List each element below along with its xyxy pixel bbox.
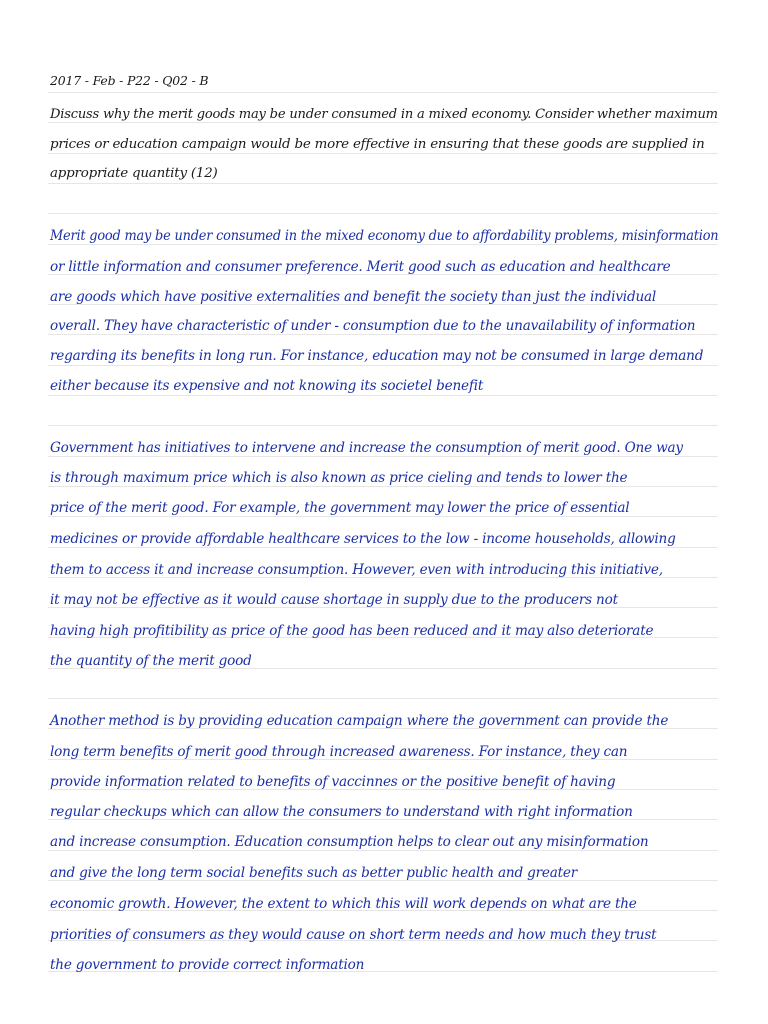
answer-line: either because its expensive and not knowing its societel benefit — [50, 378, 484, 394]
answer-line: is through maximum price which is also known as price cieling and tends to lower the — [50, 470, 628, 486]
answer-line: them to access it and increase consumption. However, even with introducing this initiative, — [50, 562, 663, 578]
answer-line: the government to provide correct information — [50, 957, 365, 973]
answer-line: medicines or provide affordable healthcare services to the low - income households, allowing — [50, 531, 676, 547]
answer-line: long term benefits of merit good through increased awareness. For instance, they can — [50, 744, 628, 760]
answer-line: regarding its benefits in long run. For instance, education may not be consumed in large demand — [50, 348, 704, 364]
answer-line: or little information and consumer preference. Merit good such as education and healthcare — [50, 259, 671, 275]
answer-line: Government has initiatives to intervene and increase the consumption of merit good. One way — [50, 440, 683, 456]
answer-line: priorities of consumers as they would cause on short term needs and how much they trust — [50, 927, 657, 943]
question-line: prices or education campaign would be more effective in ensuring that these goods are supplied in — [50, 137, 705, 152]
header-reference: 2017 - Feb - P22 - Q02 - B — [50, 73, 209, 88]
answer-line: regular checkups which can allow the consumers to understand with right information — [50, 804, 633, 820]
answer-line: and give the long term social benefits such as better public health and greater — [50, 865, 578, 881]
answer-line: and increase consumption. Education consumption helps to clear out any misinformation — [50, 834, 649, 850]
question-line: Discuss why the merit goods may be under consumed in a mixed economy. Consider whether maximum — [50, 107, 718, 122]
answer-line: the quantity of the merit good — [50, 653, 252, 669]
answer-line: overall. They have characteristic of under - consumption due to the unavailability of information — [50, 318, 696, 334]
answer-line: economic growth. However, the extent to which this will work depends on what are the — [50, 896, 637, 912]
answer-line: are goods which have positive externalities and benefit the society than just the individual — [50, 289, 657, 305]
question-line: appropriate quantity (12) — [50, 166, 218, 181]
answer-line: Another method is by providing education campaign where the government can provide the — [50, 713, 669, 729]
answer-line: it may not be effective as it would cause shortage in supply due to the producers not — [50, 592, 618, 608]
answer-line: Merit good may be under consumed in the mixed economy due to affordability problems, misinformation — [50, 228, 719, 244]
answer-line: having high profitibility as price of the good has been reduced and it may also deteriorate — [50, 623, 654, 639]
answer-line: provide information related to benefits of vaccinnes or the positive benefit of having — [50, 774, 616, 790]
answer-line: price of the merit good. For example, the government may lower the price of essential — [50, 500, 630, 516]
